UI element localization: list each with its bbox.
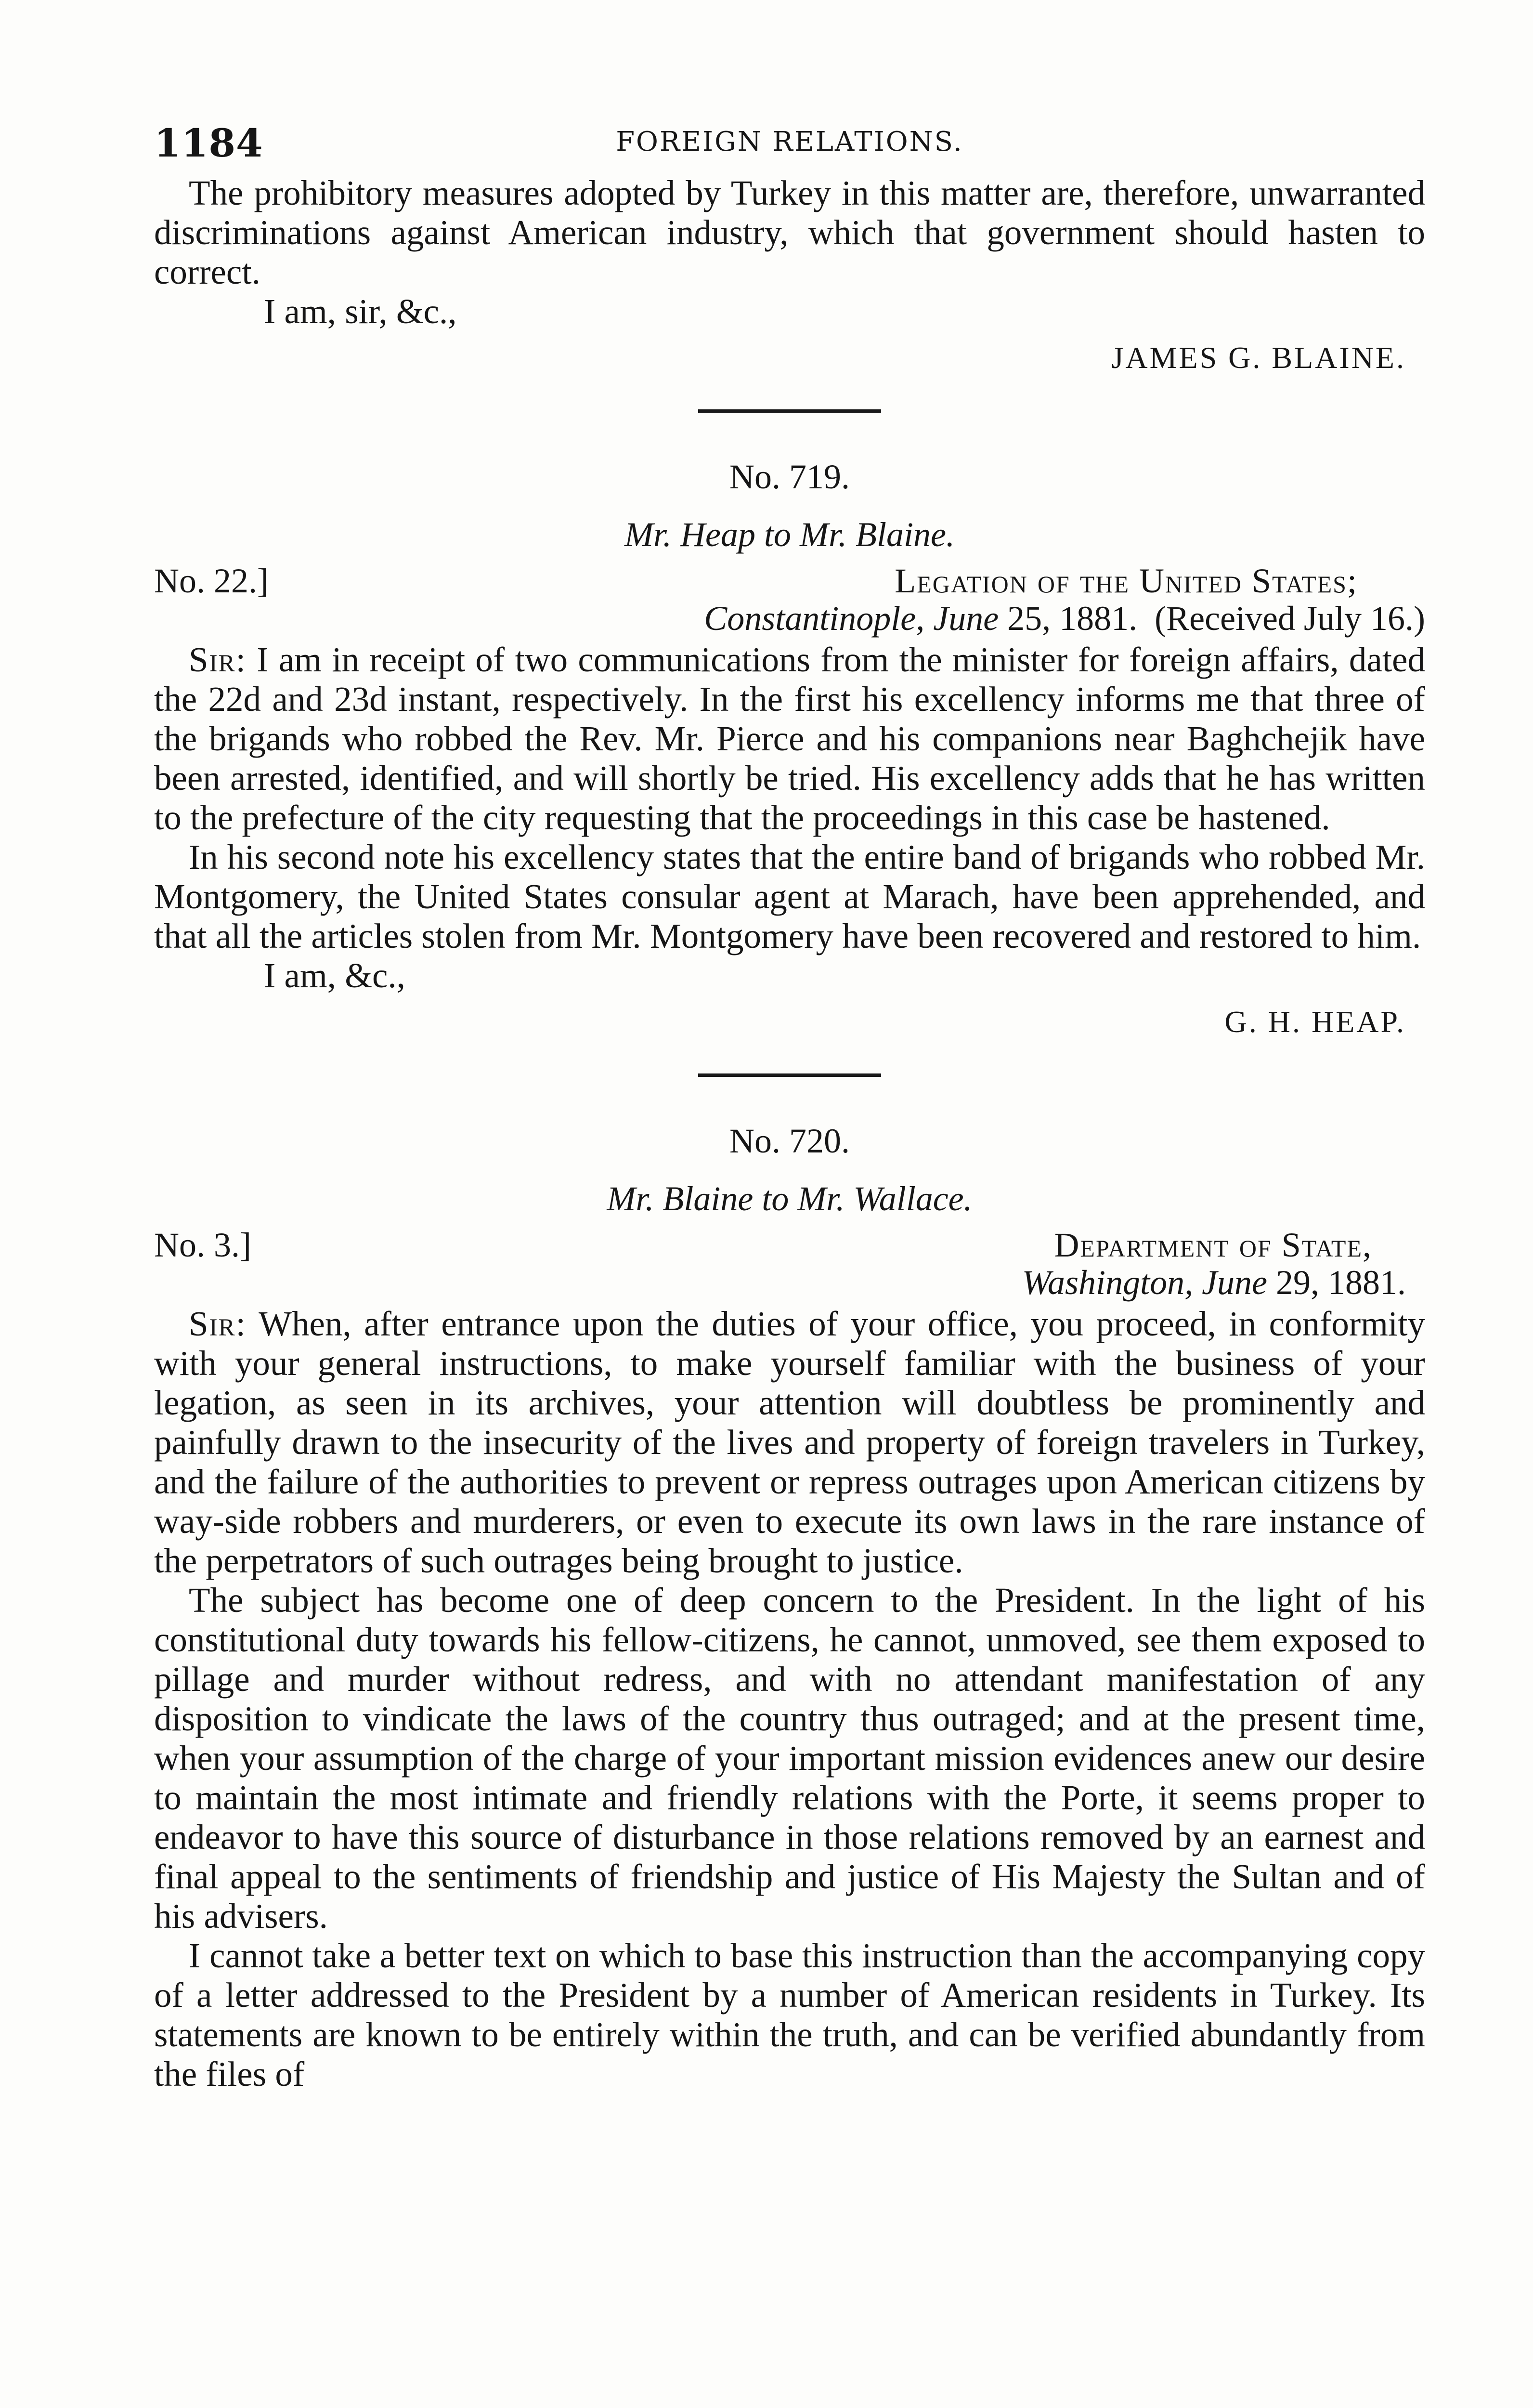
document-page <box>154 120 1425 2094</box>
page-number: 1184 <box>154 120 263 166</box>
doc-719-signature: G. H. HEAP. <box>1224 1005 1406 1039</box>
doc-720-number: No. 720. <box>729 1122 850 1160</box>
doc-720-salutation: Sir: <box>189 1304 247 1343</box>
doc-719-received: (Received July 16.) <box>1155 599 1425 638</box>
doc-720-paragraph-1-text: When, after entrance upon the duties of your office, you proceed, in conformity with your general instructions, to make yourself familiar with the business of your legation, as seen in its archives, your attention will doubtless be prominently and painfully drawn to the insecurity of the lives and property of foreign travelers in Turkey, and the failure of the authorities to prevent or repress outrages upon American citizens by way-side robbers and murderers, or even to execute its own laws in the rare instance of the perpetrators of such outrages being brought to justice. <box>154 1304 1425 1580</box>
doc-720-date-month: June <box>1202 1263 1267 1302</box>
doc-719-place-line: Legation of the United States; <box>895 562 1358 600</box>
doc-720-title: Mr. Blaine to Mr. Wallace. <box>607 1179 973 1218</box>
section-divider <box>698 409 881 413</box>
section-divider <box>698 1073 881 1077</box>
doc-719-title: Mr. Heap to Mr. Blaine. <box>624 515 955 554</box>
opening-paragraph: The prohibitory measures adopted by Turkey in this matter are, therefore, unwarranted discriminations against American industry, which that government should hasten to correct. <box>154 173 1425 291</box>
doc-719-dateline <box>154 561 1425 640</box>
doc-719-paragraph-1-text: I am in receipt of two communications from the minister for foreign affairs, dated the 22d and 23d instant, respectively. In the first his excellency informs me that three of the brigands who robbed the Rev. Mr. Pierce and his companions near Baghchejik have been arrested, identified, and will shortly be tried. His excellency adds that he has written to the prefecture of the city requesting that the proceedings in this case be hastened. <box>154 640 1425 837</box>
running-header <box>154 120 1425 173</box>
doc-719-number: No. 719. <box>729 458 850 496</box>
doc-720-paragraph-3: I cannot take a better text on which to base this instruction than the accompanying copy of a letter addressed to the President by a number of American residents in Turkey. Its statements are known to be entirely within the truth, and can be verified abundantly from the files of <box>154 1936 1425 2094</box>
doc-719-date-rest: 25, 1881. <box>1007 599 1138 638</box>
doc-720-paragraph-2: The subject has become one of deep concern to the President. In the light of his constitutional duty towards his fellow-citizens, he cannot, unmoved, see them exposed to pillage and murder without redress, and with no attendant manifestation of any disposition to vindicate the laws of the country thus outraged; and at the present time, when your assumption of the charge of your important mission evidences anew our desire to maintain the most intimate and friendly relations with the Porte, it seems proper to endeavor to have this source of disturbance in those relations removed by an earnest and final appeal to the sentiments of friendship and justice of His Majesty the Sultan and of his advisers. <box>154 1581 1425 1936</box>
running-title: FOREIGN RELATIONS. <box>616 126 963 157</box>
doc-720-paragraph-1 <box>154 1304 1425 1581</box>
doc-719-closing: I am, &c., <box>264 956 405 995</box>
doc-719-date-line <box>704 599 1425 639</box>
doc-719-place: Constantinople, <box>704 599 925 638</box>
opening-closing: I am, sir, &c., <box>264 292 457 331</box>
doc-720-date-line <box>1022 1263 1406 1303</box>
doc-720-dateline <box>154 1225 1425 1304</box>
doc-720-place: Washington, <box>1022 1263 1194 1302</box>
doc-720-place-line: Department of State, <box>1054 1226 1372 1264</box>
doc-719-paragraph-2: In his second note his excellency states that the entire band of brigands who robbed Mr. Montgomery, the United States consular agent at Marach, have been apprehended, and that all the articles stolen from Mr. Montgomery have been recovered and restored to him. <box>154 838 1425 955</box>
doc-719-ref: No. 22.] <box>154 562 269 600</box>
opening-signature: JAMES G. BLAINE. <box>1111 340 1406 375</box>
doc-719-paragraph-1 <box>154 640 1425 838</box>
doc-720-ref: No. 3.] <box>154 1226 251 1264</box>
doc-719-date-month: June <box>933 599 999 638</box>
doc-720-date-rest: 29, 1881. <box>1276 1263 1406 1302</box>
doc-719-salutation: Sir: <box>189 640 247 679</box>
